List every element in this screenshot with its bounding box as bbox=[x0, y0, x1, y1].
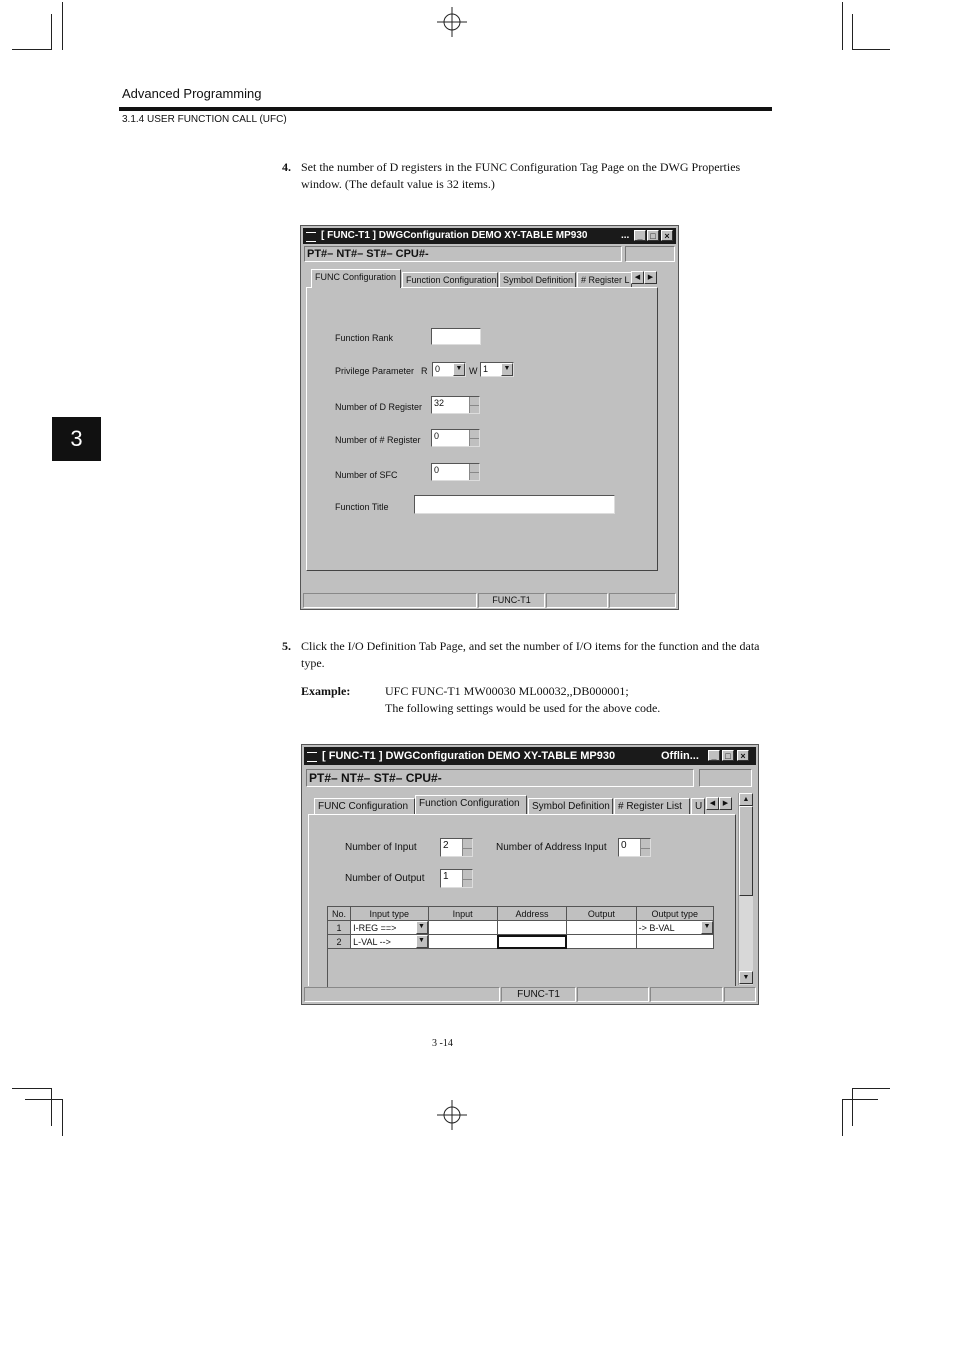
crop-mark bbox=[51, 14, 52, 50]
step-number: 4. bbox=[282, 160, 291, 174]
window-title-extra: Offlin... bbox=[661, 750, 699, 762]
status-drawing-name: FUNC-T1 bbox=[478, 593, 545, 608]
menu-icon[interactable] bbox=[307, 752, 317, 762]
hash-register-label: Number of # Register bbox=[335, 435, 421, 445]
status-cell bbox=[609, 593, 676, 608]
resize-grip-icon[interactable] bbox=[724, 987, 756, 1002]
function-configuration-panel bbox=[308, 814, 736, 986]
step-number: 5. bbox=[282, 639, 291, 653]
table-row bbox=[328, 935, 714, 949]
chapter-tab: 3 bbox=[52, 417, 101, 461]
crop-mark bbox=[842, 1099, 878, 1100]
d-register-label: Number of D Register bbox=[335, 402, 423, 412]
hash-register-stepper[interactable] bbox=[431, 429, 480, 447]
chevron-down-icon[interactable]: ▼ bbox=[416, 935, 428, 948]
crop-mark bbox=[852, 1088, 890, 1089]
page-header-subtitle: 3.1.4 USER FUNCTION CALL (UFC) bbox=[122, 114, 287, 125]
crop-mark bbox=[852, 49, 890, 50]
status-cell bbox=[650, 987, 723, 1002]
header-rule bbox=[119, 107, 772, 111]
minimize-button[interactable]: _ bbox=[634, 230, 646, 241]
spinner-icon[interactable] bbox=[469, 430, 479, 446]
status-cell bbox=[303, 593, 477, 608]
info-bar-extra bbox=[699, 769, 752, 787]
vertical-scrollbar[interactable] bbox=[738, 793, 753, 985]
hash-register-value: 0 bbox=[434, 431, 440, 441]
num-address-input-value: 0 bbox=[621, 840, 627, 851]
status-bar bbox=[304, 987, 756, 1002]
crop-mark bbox=[842, 1100, 843, 1136]
io-definition-table bbox=[327, 906, 714, 949]
num-output-label: Number of Output bbox=[345, 873, 425, 884]
tab-register-list[interactable]: # Register L bbox=[577, 272, 632, 288]
step-text: Set the number of D registers in the FUNC Configuration Tag Page on the DWG Properties window. (The default value is 32 items.) bbox=[301, 160, 741, 191]
table-border bbox=[327, 936, 328, 987]
function-title-label: Function Title bbox=[335, 502, 389, 512]
example-note: The following settings would be used for the above code. bbox=[385, 701, 661, 715]
function-rank-input[interactable] bbox=[431, 328, 481, 345]
spinner-icon[interactable] bbox=[469, 397, 479, 413]
num-address-input-label: Number of Address Input bbox=[496, 842, 607, 853]
spinner-icon[interactable] bbox=[640, 839, 650, 856]
privilege-parameter-label: Privilege Parameter bbox=[335, 366, 415, 376]
crop-mark bbox=[62, 1100, 63, 1136]
tab-function-configuration[interactable]: Function Configuration bbox=[415, 795, 527, 814]
row-number: 2 bbox=[328, 935, 351, 949]
close-button[interactable]: × bbox=[661, 230, 673, 241]
minimize-button[interactable]: _ bbox=[708, 750, 720, 761]
step-text: Click the I/O Definition Tab Page, and set the number of I/O items for the function and the data type. bbox=[301, 639, 760, 670]
address-cell-selected[interactable] bbox=[497, 935, 566, 949]
output-type-cell[interactable] bbox=[636, 921, 713, 935]
table-header-row bbox=[328, 907, 714, 921]
tab-symbol-definition[interactable]: Symbol Definition bbox=[499, 272, 576, 288]
input-type-cell[interactable] bbox=[351, 921, 428, 935]
dwg-properties-window-2 bbox=[301, 744, 759, 1005]
status-cell bbox=[577, 987, 649, 1002]
chevron-down-icon[interactable]: ▼ bbox=[701, 921, 713, 934]
spinner-icon[interactable] bbox=[462, 870, 472, 887]
crop-mark bbox=[12, 1088, 52, 1089]
function-title-input[interactable] bbox=[414, 495, 615, 514]
window-title-extra: ... bbox=[621, 230, 630, 241]
function-rank-label: Function Rank bbox=[335, 333, 394, 343]
column-header[interactable]: Input bbox=[428, 907, 497, 921]
crop-mark bbox=[852, 1088, 853, 1126]
crop-mark bbox=[62, 2, 63, 50]
input-cell[interactable] bbox=[428, 921, 497, 935]
close-button[interactable]: × bbox=[737, 750, 749, 761]
crop-mark bbox=[12, 49, 52, 50]
column-header[interactable]: No. bbox=[328, 907, 351, 921]
func-configuration-panel bbox=[306, 287, 658, 571]
num-output-value: 1 bbox=[443, 871, 449, 882]
status-cell bbox=[304, 987, 500, 1002]
page-number: 3 -14 bbox=[432, 1038, 453, 1049]
table-row bbox=[328, 921, 714, 935]
title-bar bbox=[304, 747, 756, 765]
title-bar bbox=[303, 228, 676, 244]
dwg-properties-window-1 bbox=[300, 225, 679, 610]
scrollbar-thumb[interactable] bbox=[739, 806, 753, 896]
cell-value: -> B-VAL bbox=[638, 922, 675, 933]
chevron-down-icon[interactable]: ▼ bbox=[501, 363, 513, 376]
column-header[interactable]: Output type bbox=[636, 907, 713, 921]
d-register-stepper[interactable] bbox=[431, 396, 480, 414]
chevron-down-icon[interactable]: ▼ bbox=[416, 921, 428, 934]
tab-scroll-right-icon[interactable]: ▶ bbox=[644, 271, 657, 284]
registration-mark bbox=[437, 1100, 467, 1130]
maximize-button[interactable]: □ bbox=[647, 230, 659, 241]
cell-value: L-VAL --> bbox=[353, 936, 391, 947]
cell-value: I-REG ==> bbox=[353, 922, 397, 933]
status-drawing-name: FUNC-T1 bbox=[501, 987, 576, 1002]
d-register-value: 32 bbox=[434, 398, 445, 408]
tab-symbol-definition[interactable]: Symbol Definition bbox=[528, 798, 613, 814]
num-input-label: Number of Input bbox=[345, 842, 417, 853]
row-number: 1 bbox=[328, 921, 351, 935]
output-cell[interactable] bbox=[567, 921, 636, 935]
menu-icon[interactable] bbox=[306, 232, 316, 242]
tab-scroll-left-icon[interactable]: ◀ bbox=[631, 271, 644, 284]
window-title: [ FUNC-T1 ] DWGConfiguration DEMO XY-TABLE MP930 bbox=[322, 750, 616, 762]
num-input-value: 2 bbox=[443, 840, 449, 851]
window-title: [ FUNC-T1 ] DWGConfiguration DEMO XY-TABLE MP930 bbox=[321, 230, 588, 241]
r-label: R bbox=[421, 366, 428, 376]
maximize-button[interactable]: □ bbox=[722, 750, 734, 761]
tab-register-list[interactable]: # Register List bbox=[614, 798, 690, 814]
crop-mark bbox=[25, 1099, 63, 1100]
w-select[interactable] bbox=[480, 362, 514, 377]
scroll-down-icon[interactable]: ▼ bbox=[739, 971, 753, 984]
tab-func-configuration[interactable]: FUNC Configuration bbox=[311, 269, 401, 288]
tab-scroll-left-icon[interactable]: ◀ bbox=[706, 797, 719, 810]
spinner-icon[interactable] bbox=[469, 464, 479, 480]
column-header[interactable]: Input type bbox=[351, 907, 428, 921]
num-input-stepper[interactable] bbox=[440, 838, 473, 857]
crop-mark bbox=[51, 1088, 52, 1126]
page-header-title: Advanced Programming bbox=[122, 86, 262, 101]
w-label: W bbox=[469, 366, 478, 376]
registration-mark bbox=[437, 7, 467, 37]
info-bar-extra bbox=[625, 246, 675, 262]
r-select-value: 0 bbox=[435, 364, 441, 374]
w-select-value: 1 bbox=[483, 364, 489, 374]
info-bar: PT#– NT#– ST#– CPU#- bbox=[306, 769, 694, 787]
output-cell[interactable] bbox=[567, 935, 636, 949]
sfc-value: 0 bbox=[434, 465, 440, 475]
input-cell[interactable] bbox=[428, 935, 497, 949]
num-address-input-stepper[interactable] bbox=[618, 838, 651, 857]
status-bar bbox=[303, 593, 676, 608]
column-header[interactable]: Address bbox=[497, 907, 566, 921]
crop-mark bbox=[842, 2, 843, 50]
column-header[interactable]: Output bbox=[567, 907, 636, 921]
status-cell bbox=[546, 593, 608, 608]
tab-func-configuration[interactable]: FUNC Configuration bbox=[314, 798, 415, 814]
tab-function-configuration[interactable]: Function Configuration bbox=[402, 272, 498, 288]
output-type-cell[interactable] bbox=[636, 935, 713, 949]
tab-u[interactable]: U bbox=[691, 798, 705, 814]
sfc-stepper[interactable] bbox=[431, 463, 480, 481]
input-type-cell[interactable] bbox=[351, 935, 428, 949]
address-cell[interactable] bbox=[497, 921, 566, 935]
spinner-icon[interactable] bbox=[462, 839, 472, 856]
r-select[interactable] bbox=[432, 362, 466, 377]
chevron-down-icon[interactable]: ▼ bbox=[453, 363, 465, 376]
example-label: Example: bbox=[301, 684, 351, 698]
crop-mark bbox=[852, 14, 853, 50]
info-bar: PT#– NT#– ST#– CPU#- bbox=[304, 246, 622, 262]
example-code: UFC FUNC-T1 MW00030 ML00032,,DB000001; bbox=[385, 684, 629, 698]
scroll-up-icon[interactable]: ▲ bbox=[739, 793, 753, 806]
num-output-stepper[interactable] bbox=[440, 869, 473, 888]
tab-scroll-right-icon[interactable]: ▶ bbox=[719, 797, 732, 810]
sfc-label: Number of SFC bbox=[335, 470, 398, 480]
